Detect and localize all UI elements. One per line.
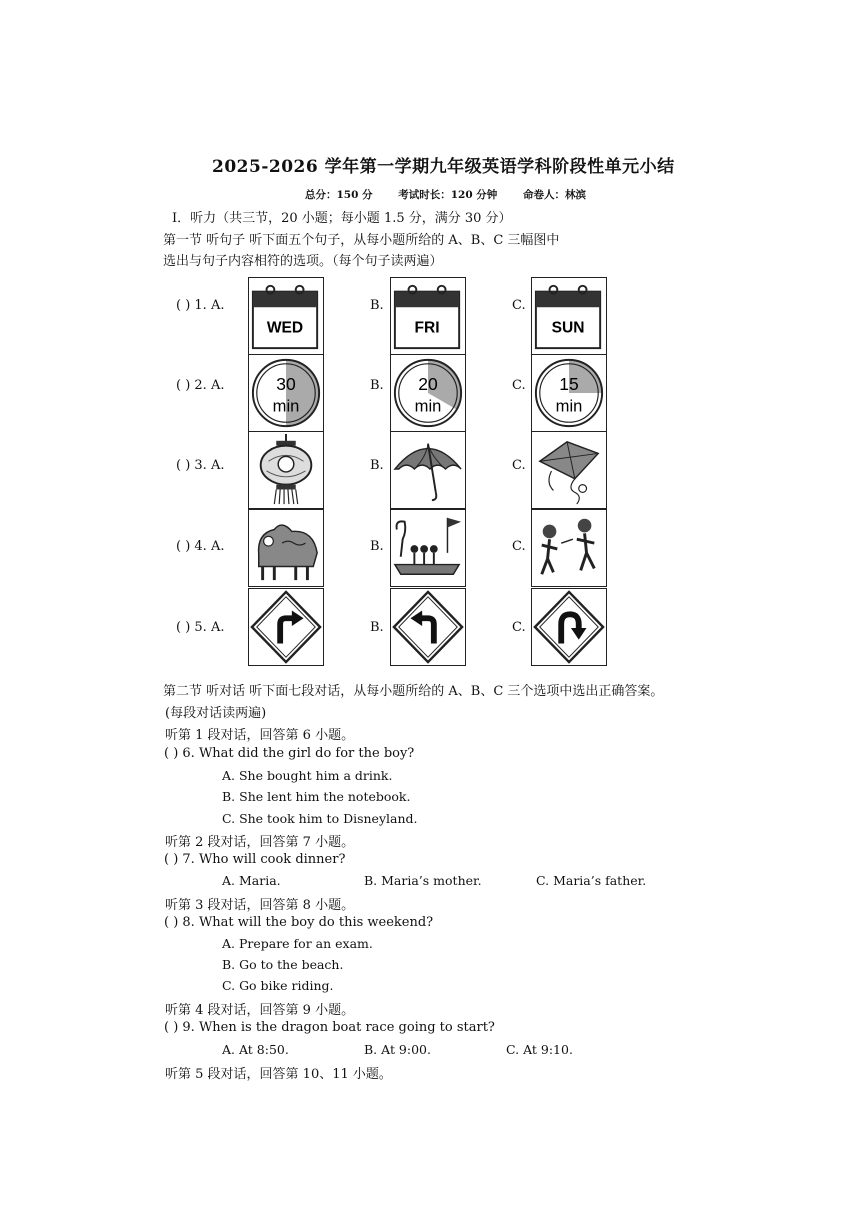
dialog-1-instruction: 听第 1 段对话，回答第 6 小题。 <box>165 728 355 743</box>
timer-unit: min <box>414 396 442 416</box>
part1-instruction-2: 选出与句子内容相符的选项。（每个句子读两遍） <box>163 254 443 269</box>
option-c-label: C. <box>512 458 526 473</box>
turn-right-sign-icon[interactable] <box>248 588 324 666</box>
timer-number: 15 <box>559 374 579 395</box>
timer-unit: min <box>272 396 300 416</box>
option-b-label: B. <box>370 378 384 393</box>
timer-20-icon[interactable] <box>390 354 466 432</box>
lantern-icon[interactable] <box>248 431 324 509</box>
option-c-label: C. <box>512 620 526 635</box>
q9-option-b: B. At 9:00. <box>364 1042 431 1057</box>
exam-time: 考试时长：120 分钟 <box>398 189 498 201</box>
dialog-3-instruction: 听第 3 段对话，回答第 8 小题。 <box>165 898 355 913</box>
question-7: ( ) 7. Who will cook dinner? <box>164 852 346 867</box>
dialog-5-instruction: 听第 5 段对话，回答第 10、11 小题。 <box>165 1067 392 1082</box>
question-8: ( ) 8. What will the boy do this weekend? <box>164 915 434 930</box>
part2-note: (每段对话读两遍) <box>165 706 267 721</box>
q7-option-a: A. Maria. <box>222 873 281 888</box>
umbrella-icon[interactable] <box>390 431 466 509</box>
q9-option-a: A. At 8:50. <box>222 1042 289 1057</box>
dialog-2-instruction: 听第 2 段对话，回答第 7 小题。 <box>165 835 355 850</box>
setter: 命卷人：林滨 <box>522 189 586 201</box>
q7-option-b: B. Maria’s mother. <box>364 873 482 888</box>
option-b-label: B. <box>370 539 384 554</box>
q6-option-a: A. She bought him a drink. <box>222 768 393 783</box>
question-2-label: ( ) 2. A. <box>176 378 225 393</box>
children-playing-icon[interactable] <box>531 509 607 587</box>
dialog-4-instruction: 听第 4 段对话，回答第 9 小题。 <box>165 1003 355 1018</box>
exam-meta <box>305 187 608 202</box>
q7-option-c: C. Maria’s father. <box>536 873 647 888</box>
option-c-label: C. <box>512 539 526 554</box>
lion-dance-icon[interactable] <box>248 509 324 587</box>
kite-icon[interactable] <box>531 431 607 509</box>
question-9: ( ) 9. When is the dragon boat race going to start? <box>164 1020 495 1035</box>
q6-option-c: C. She took him to Disneyland. <box>222 811 418 826</box>
u-turn-sign-icon[interactable] <box>531 588 607 666</box>
part2-heading: 第二节 听对话 听下面七段对话，从每小题所给的 A、B、C 三个选项中选出正确答案。 <box>163 684 664 699</box>
q8-option-c: C. Go bike riding. <box>222 978 334 993</box>
section-heading: I．听力（共三节，20 小题；每小题 1.5 分，满分 30 分） <box>172 211 512 226</box>
timer-number: 30 <box>276 374 296 395</box>
calendar-sun-icon[interactable] <box>531 277 607 355</box>
total-score: 总分：150 分 <box>305 189 373 201</box>
option-b-label: B. <box>370 458 384 473</box>
timer-30-icon[interactable] <box>248 354 324 432</box>
question-3-label: ( ) 3. A. <box>176 458 225 473</box>
calendar-text: SUN <box>551 319 585 337</box>
question-6: ( ) 6. What did the girl do for the boy? <box>164 746 415 761</box>
q8-option-a: A. Prepare for an exam. <box>222 936 373 951</box>
calendar-text: WED <box>266 319 304 337</box>
timer-unit: min <box>555 396 583 416</box>
part1-instruction-1: 第一节 听句子 听下面五个句子，从每小题所给的 A、B、C 三幅图中 <box>163 233 560 248</box>
dragon-boat-icon[interactable] <box>390 509 466 587</box>
calendar-text: FRI <box>414 319 440 337</box>
q9-option-c: C. At 9:10. <box>506 1042 573 1057</box>
question-4-label: ( ) 4. A. <box>176 539 225 554</box>
calendar-wed-icon[interactable] <box>248 277 324 355</box>
question-1-label: ( ) 1. A. <box>176 298 225 313</box>
option-b-label: B. <box>370 620 384 635</box>
turn-left-sign-icon[interactable] <box>390 588 466 666</box>
timer-15-icon[interactable] <box>531 354 607 432</box>
option-c-label: C. <box>512 378 526 393</box>
option-b-label: B. <box>370 298 384 313</box>
timer-number: 20 <box>418 374 438 395</box>
question-5-label: ( ) 5. A. <box>176 620 225 635</box>
calendar-fri-icon[interactable] <box>390 277 466 355</box>
q6-option-b: B. She lent him the notebook. <box>222 789 411 804</box>
page-title: 2025-2026 学年第一学期九年级英语学科阶段性单元小结 <box>212 157 675 177</box>
q8-option-b: B. Go to the beach. <box>222 957 344 972</box>
option-c-label: C. <box>512 298 526 313</box>
